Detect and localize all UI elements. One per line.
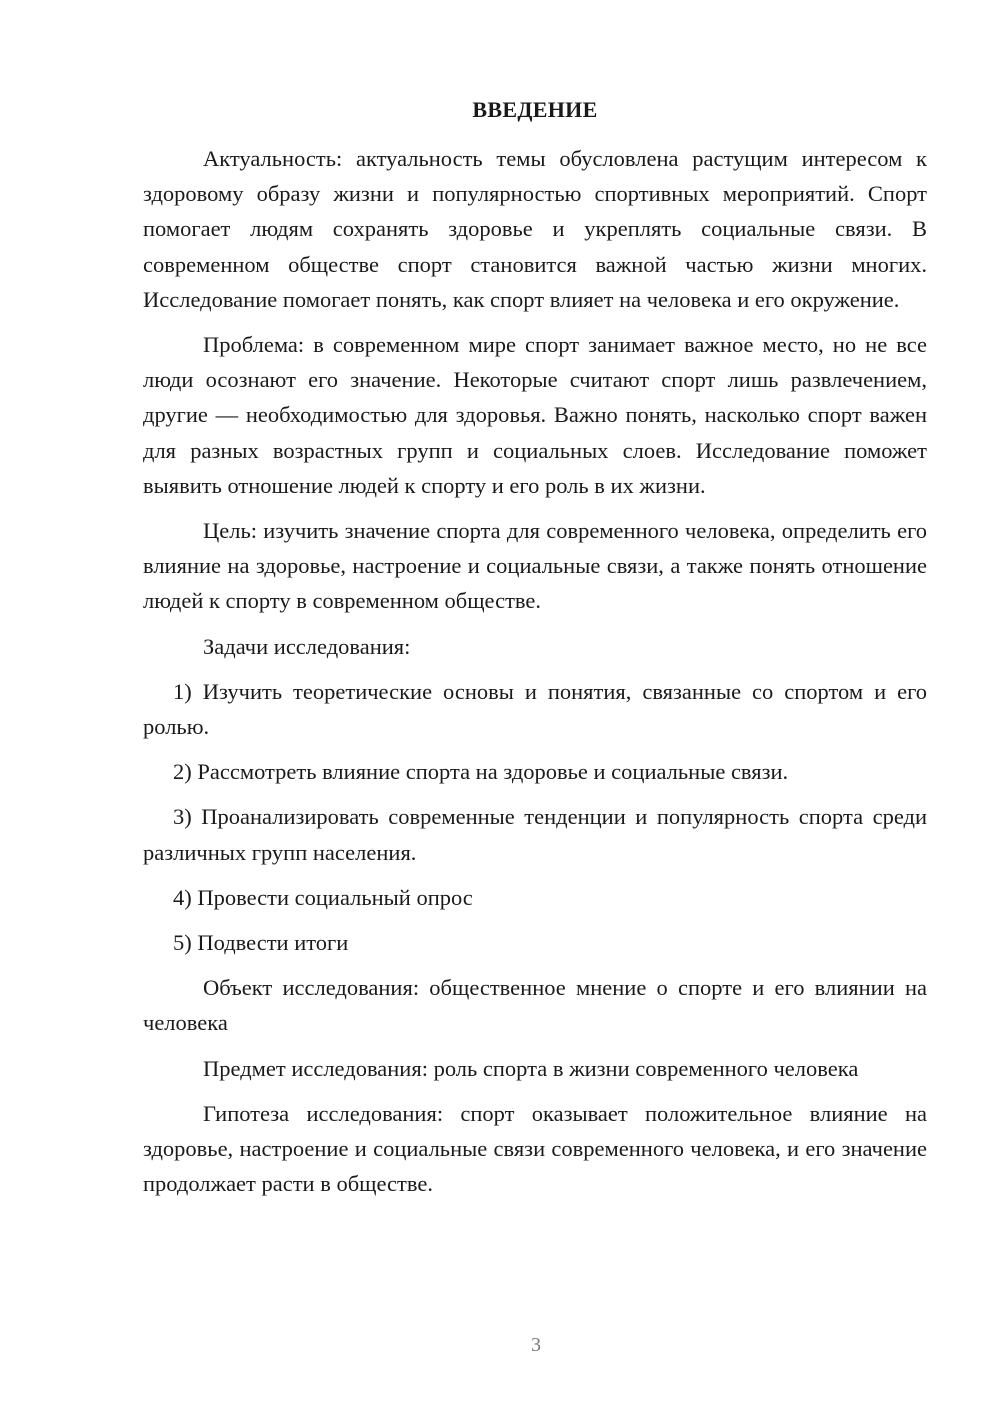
task-item: 4) Провести социальный опрос <box>173 884 473 910</box>
section-title: ВВЕДЕНИЕ <box>472 97 598 122</box>
subject-paragraph: Предмет исследования: роль спорта в жизни современного человека <box>203 1055 859 1081</box>
task-item: 5) Подвести итоги <box>173 930 349 956</box>
goal-paragraph: Цель: изучить значение спорта для современного человека, определить его влияние на здоровье, настроение и социальные связи, а также понять отношение людей к спорту в современном обществе. <box>143 518 927 614</box>
task-item: 2) Рассмотреть влияние спорта на здоровье и социальные связи. <box>173 759 789 785</box>
tasks-heading: Задачи исследования: <box>203 633 411 659</box>
hypothesis-paragraph: Гипотеза исследования: спорт оказывает положительное влияние на здоровье, настроение и социальные связи современного человека, и его значение продолжает расти в обществе. <box>143 1100 927 1197</box>
task-item: 1) Изучить теоретические основы и понятия, связанные со спортом и его ролью. <box>143 678 927 740</box>
relevance-paragraph: Актуальность: актуальность темы обусловлена растущим интересом к здоровому образу жизни и популярностью спортивных мероприятий. Спорт помогает людям сохранять здоровье и укреплять социальные связи. В современном обществе спорт становится важной частью жизни многих. Исследование помогает понять, как спорт влияет на человека и его окружение. <box>143 146 927 312</box>
problem-paragraph: Проблема: в современном мире спорт занимает важное место, но не все люди осознают его значение. Некоторые считают спорт лишь развлечением, другие — необходимостью для здоровья. Важно понять, насколько спорт важен для разных возрастных групп и социальных слоев. Исследование поможет выявить отношение людей к спорту и его роль в их жизни. <box>143 332 927 498</box>
object-paragraph: Объект исследования: общественное мнение о спорте и его влиянии на человека <box>143 975 927 1036</box>
page-number: 3 <box>531 1334 541 1356</box>
page-content <box>143 95 927 1201</box>
task-item: 3) Проанализировать современные тенденции и популярность спорта среди различных групп населения. <box>143 804 927 865</box>
